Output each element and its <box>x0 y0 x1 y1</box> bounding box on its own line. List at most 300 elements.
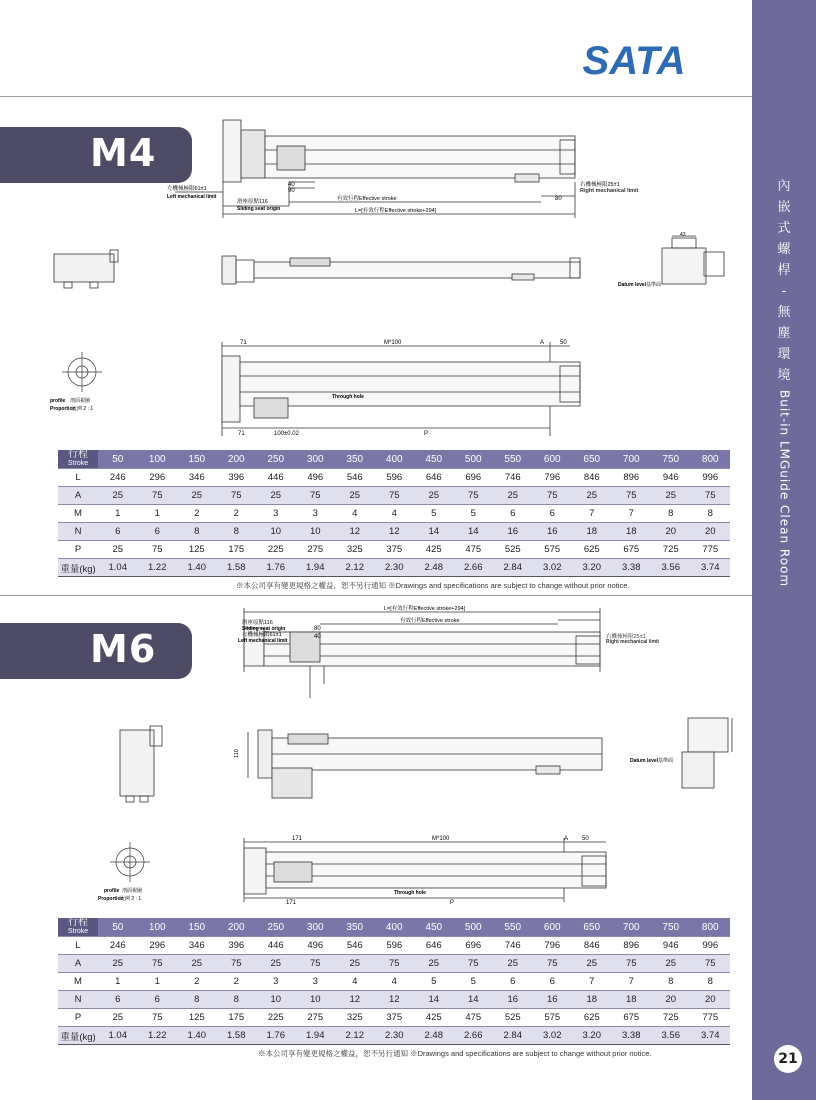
table-row-p <box>58 541 730 559</box>
table-cell: 846 <box>572 937 612 955</box>
stroke-cell: 100 <box>138 450 178 469</box>
profile-label-cjk: 剖面視圖 <box>70 398 91 404</box>
slide-origin-label: 滑座原點116 <box>237 199 268 205</box>
table-cell: 16 <box>533 991 573 1009</box>
table-cell: 225 <box>256 541 296 559</box>
table-cell: 346 <box>177 469 217 487</box>
stroke-cell: 400 <box>375 918 415 937</box>
table-cell: 25 <box>98 1009 138 1027</box>
table-cell: 1.94 <box>296 559 336 577</box>
row-label: 重量(kg) <box>58 559 98 577</box>
sidebar-title-char: 環 <box>777 347 791 362</box>
table-cell: 575 <box>533 1009 573 1027</box>
right-limit-en: Right mechanical limit <box>606 639 660 645</box>
m6-profile-drawing <box>96 836 166 906</box>
end-dim: 43 <box>680 232 686 238</box>
table-cell: 25 <box>177 955 217 973</box>
table-cell: 125 <box>177 541 217 559</box>
dim-71b: 71 <box>238 431 245 437</box>
table-cell: 6 <box>138 523 178 541</box>
dim-50: 50 <box>560 340 567 346</box>
dim-171a: 171 <box>292 836 303 842</box>
table-cell: 75 <box>612 487 652 505</box>
table-cell: 1.40 <box>177 1027 217 1045</box>
table-cell: 1.22 <box>138 559 178 577</box>
table-cell: 25 <box>98 541 138 559</box>
table-row-l <box>58 937 730 955</box>
sidebar-title-char: 式 <box>777 221 791 236</box>
table-cell: 12 <box>335 991 375 1009</box>
table-cell: 1 <box>138 505 178 523</box>
effective-stroke-label: 有效行程Effective stroke <box>337 196 397 202</box>
dim-50: 50 <box>582 836 589 842</box>
table-cell: 25 <box>493 487 533 505</box>
stroke-cell: 500 <box>454 918 494 937</box>
table-cell: 746 <box>493 469 533 487</box>
table-cell: 75 <box>138 487 178 505</box>
stroke-cell: 600 <box>533 450 573 469</box>
table-cell: 2.30 <box>375 1027 415 1045</box>
table-cell: 25 <box>414 487 454 505</box>
table-cell: 946 <box>651 937 691 955</box>
datum-label-cjk: 基準面 <box>646 282 662 288</box>
table-cell: 6 <box>533 973 573 991</box>
table-cell: 14 <box>454 523 494 541</box>
m4-disclaimer: ※本公司享有變更規格之權益，恕不另行通知 ※Drawings and specifications are subject to change without prior notice. <box>236 581 630 590</box>
dim-80: 80 <box>314 626 321 632</box>
table-cell: 75 <box>612 955 652 973</box>
table-cell: 475 <box>454 541 494 559</box>
table-cell: 375 <box>375 541 415 559</box>
effective-stroke-label: 有效行程Effective stroke <box>400 618 460 624</box>
table-cell: 2.12 <box>335 559 375 577</box>
table-cell: 2.66 <box>454 559 494 577</box>
total-length-label: L=[有效行程Effective stroke+294] <box>355 208 437 214</box>
table-cell: 996 <box>691 937 731 955</box>
table-cell: 675 <box>612 1009 652 1027</box>
table-cell: 5 <box>414 973 454 991</box>
table-cell: 4 <box>375 973 415 991</box>
left-limit-en: Left mechanical limit <box>238 638 288 644</box>
table-cell: 3.74 <box>691 1027 731 1045</box>
table-cell: 1.94 <box>296 1027 336 1045</box>
table-cell: 2.84 <box>493 559 533 577</box>
table-cell: 2.84 <box>493 1027 533 1045</box>
table-cell: 75 <box>691 955 731 973</box>
table-cell: 496 <box>296 937 336 955</box>
table-cell: 3 <box>256 973 296 991</box>
table-row-a <box>58 955 730 973</box>
row-label: A <box>58 487 98 505</box>
table-cell: 625 <box>572 1009 612 1027</box>
table-cell: 4 <box>335 505 375 523</box>
row-label: N <box>58 991 98 1009</box>
table-cell: 275 <box>296 541 336 559</box>
table-cell: 16 <box>493 523 533 541</box>
table-cell: 14 <box>414 991 454 1009</box>
table-cell: 25 <box>572 955 612 973</box>
table-cell: 1 <box>98 973 138 991</box>
table-cell: 25 <box>335 955 375 973</box>
table-cell: 8 <box>651 505 691 523</box>
table-cell: 6 <box>98 523 138 541</box>
table-cell: 3.38 <box>612 1027 652 1045</box>
table-cell: 18 <box>572 523 612 541</box>
table-cell: 75 <box>138 1009 178 1027</box>
table-cell: 10 <box>256 523 296 541</box>
table-cell: 25 <box>572 487 612 505</box>
table-cell: 14 <box>414 523 454 541</box>
stroke-cell: 150 <box>177 918 217 937</box>
table-row-a <box>58 487 730 505</box>
table-cell: 5 <box>454 505 494 523</box>
profile-label-cjk: 剖面視圖 <box>122 888 143 894</box>
m6-disclaimer: ※本公司享有變更規格之權益，恕不另行通知 ※Drawings and specifications are subject to change without prior notice. <box>258 1049 652 1058</box>
table-cell: 25 <box>256 955 296 973</box>
table-cell: 20 <box>651 523 691 541</box>
slide-origin-en: Sliding seat origin <box>237 206 281 212</box>
slide-origin-label: 滑座原點116 <box>242 620 273 626</box>
m4-bottom-view-drawing <box>200 336 610 440</box>
stroke-header-en: Stroke <box>67 928 89 935</box>
logo-text: SATA <box>582 39 686 83</box>
table-cell: 8 <box>177 991 217 1009</box>
total-length-label: L=[有效行程Effective stroke+294] <box>384 606 466 612</box>
table-cell: 296 <box>138 469 178 487</box>
left-limit-label: 左機械極限61±1 <box>167 186 207 192</box>
table-cell: 446 <box>256 937 296 955</box>
table-cell: 10 <box>256 991 296 1009</box>
table-cell: 396 <box>217 937 257 955</box>
table-cell: 25 <box>335 487 375 505</box>
table-cell: 7 <box>612 973 652 991</box>
table-cell: 20 <box>691 991 731 1009</box>
table-cell: 75 <box>217 487 257 505</box>
table-cell: 646 <box>414 937 454 955</box>
stroke-cell: 450 <box>414 918 454 937</box>
row-label: 重量(kg) <box>58 1027 98 1045</box>
table-cell: 4 <box>375 505 415 523</box>
stroke-cell: 750 <box>651 450 691 469</box>
table-cell: 1.76 <box>256 559 296 577</box>
m4-side-view-drawing <box>50 246 590 292</box>
table-cell: 6 <box>493 505 533 523</box>
table-cell: 75 <box>217 955 257 973</box>
table-cell: 75 <box>454 955 494 973</box>
table-cell: 3.20 <box>572 559 612 577</box>
stroke-cell: 600 <box>533 918 573 937</box>
m6-side-view-drawing <box>110 712 610 812</box>
table-row-m <box>58 505 730 523</box>
table-cell: 325 <box>335 1009 375 1027</box>
table-cell: 4 <box>335 973 375 991</box>
table-row-n <box>58 991 730 1009</box>
through-hole-label: Through hole <box>332 394 364 400</box>
table-cell: 6 <box>533 505 573 523</box>
dim-40: 40 <box>314 634 321 640</box>
stroke-header-cjk: 行程 <box>68 917 88 928</box>
table-cell: 75 <box>533 955 573 973</box>
table-cell: 996 <box>691 469 731 487</box>
dim-p: P <box>450 900 455 906</box>
sidebar-title-char: - <box>781 284 787 299</box>
m6-spec-table <box>58 918 730 1045</box>
table-cell: 1.04 <box>98 1027 138 1045</box>
table-cell: 1 <box>98 505 138 523</box>
table-cell: 75 <box>138 955 178 973</box>
m4-spec-table <box>58 450 730 577</box>
right-limit-label: 右機械極限25±1 <box>580 182 620 188</box>
m6-bottom-view-drawing <box>236 832 626 904</box>
table-cell: 1.58 <box>217 1027 257 1045</box>
table-cell: 16 <box>493 991 533 1009</box>
dim-40: 40 <box>288 182 295 188</box>
table-cell: 3 <box>296 973 336 991</box>
table-cell: 25 <box>493 955 533 973</box>
stroke-cell: 300 <box>296 918 336 937</box>
table-cell: 2 <box>177 973 217 991</box>
right-limit-en: Right mechanical limit <box>580 188 639 194</box>
datum-label: Datum level <box>630 758 659 764</box>
dim-110: 110 <box>234 749 240 758</box>
stroke-cell: 650 <box>572 918 612 937</box>
dim-p: P <box>424 431 429 437</box>
dim-90: 90 <box>288 188 295 194</box>
table-cell: 3.20 <box>572 1027 612 1045</box>
table-cell: 125 <box>177 1009 217 1027</box>
table-row-m <box>58 973 730 991</box>
table-cell: 20 <box>651 991 691 1009</box>
table-header-row <box>58 450 730 469</box>
stroke-cell: 450 <box>414 450 454 469</box>
row-label: L <box>58 469 98 487</box>
proportion-label: Proportion <box>98 896 124 902</box>
sidebar-title-char: 塵 <box>777 326 791 341</box>
dim-m100: M*100 <box>432 836 450 842</box>
table-cell: 12 <box>375 523 415 541</box>
dim-171b: 171 <box>286 900 297 906</box>
m6-top-view-drawing <box>224 602 604 708</box>
stroke-cell: 50 <box>98 450 138 469</box>
row-label: N <box>58 523 98 541</box>
table-cell: 896 <box>612 469 652 487</box>
stroke-header <box>58 450 98 469</box>
table-cell: 3.02 <box>533 1027 573 1045</box>
table-cell: 296 <box>138 937 178 955</box>
table-cell: 596 <box>375 469 415 487</box>
sidebar-title-char: 內 <box>777 179 791 194</box>
table-cell: 325 <box>335 541 375 559</box>
table-cell: 946 <box>651 469 691 487</box>
profile-label: profile <box>50 398 66 404</box>
sidebar-title <box>766 176 802 587</box>
sidebar-title-char: 境 <box>777 368 791 383</box>
table-cell: 246 <box>98 937 138 955</box>
table-cell: 12 <box>335 523 375 541</box>
table-cell: 546 <box>335 937 375 955</box>
table-cell: 6 <box>98 991 138 1009</box>
table-cell: 725 <box>651 1009 691 1027</box>
slide-origin-en: Sliding seat origin <box>242 626 286 632</box>
dim-a: A <box>540 340 545 346</box>
table-cell: 6 <box>138 991 178 1009</box>
table-cell: 2.12 <box>335 1027 375 1045</box>
table-cell: 25 <box>414 955 454 973</box>
stroke-cell: 800 <box>691 918 731 937</box>
table-cell: 225 <box>256 1009 296 1027</box>
table-cell: 246 <box>98 469 138 487</box>
table-cell: 1.76 <box>256 1027 296 1045</box>
stroke-cell: 700 <box>612 450 652 469</box>
table-cell: 3.56 <box>651 559 691 577</box>
table-cell: 10 <box>296 991 336 1009</box>
profile-label: profile <box>104 888 120 894</box>
stroke-cell: 250 <box>256 450 296 469</box>
table-cell: 3.74 <box>691 559 731 577</box>
datum-label: Datum level <box>618 282 647 288</box>
table-cell: 596 <box>375 937 415 955</box>
table-cell: 1.22 <box>138 1027 178 1045</box>
table-cell: 75 <box>454 487 494 505</box>
table-cell: 7 <box>612 505 652 523</box>
table-cell: 10 <box>296 523 336 541</box>
table-cell: 8 <box>651 973 691 991</box>
table-cell: 175 <box>217 541 257 559</box>
stroke-cell: 250 <box>256 918 296 937</box>
stroke-cell: 350 <box>335 450 375 469</box>
sata-logo <box>576 39 692 83</box>
table-cell: 8 <box>691 973 731 991</box>
table-cell: 6 <box>493 973 533 991</box>
table-cell: 446 <box>256 469 296 487</box>
table-cell: 25 <box>98 955 138 973</box>
left-limit-label: 左機械極限61±1 <box>242 632 282 638</box>
table-cell: 3 <box>256 505 296 523</box>
stroke-cell: 200 <box>217 450 257 469</box>
table-cell: 525 <box>493 541 533 559</box>
table-cell: 18 <box>612 991 652 1009</box>
table-cell: 1.04 <box>98 559 138 577</box>
table-cell: 25 <box>651 955 691 973</box>
table-cell: 16 <box>533 523 573 541</box>
table-cell: 75 <box>296 487 336 505</box>
table-cell: 175 <box>217 1009 257 1027</box>
table-cell: 8 <box>691 505 731 523</box>
table-cell: 546 <box>335 469 375 487</box>
m6-end-view-drawing <box>628 712 752 796</box>
dim-m100: M*100 <box>384 340 402 346</box>
table-cell: 5 <box>454 973 494 991</box>
table-cell: 275 <box>296 1009 336 1027</box>
table-cell: 675 <box>612 541 652 559</box>
table-cell: 696 <box>454 937 494 955</box>
table-cell: 18 <box>612 523 652 541</box>
model-label: M6 <box>90 627 157 671</box>
table-cell: 75 <box>375 955 415 973</box>
proportion-label: Proportion <box>50 406 76 412</box>
row-label: P <box>58 541 98 559</box>
table-cell: 8 <box>177 523 217 541</box>
sidebar-title-char: 螺 <box>777 242 791 257</box>
model-label: M4 <box>90 131 157 175</box>
table-cell: 3 <box>296 505 336 523</box>
m4-end-view-drawing <box>616 232 752 294</box>
table-cell: 346 <box>177 937 217 955</box>
table-header-row <box>58 918 730 937</box>
through-hole-label: Through hole <box>394 890 426 896</box>
sidebar-title-char: 桿 <box>777 263 791 278</box>
stroke-header <box>58 918 98 937</box>
table-cell: 5 <box>414 505 454 523</box>
m4-profile-drawing <box>48 340 118 416</box>
stroke-cell: 700 <box>612 918 652 937</box>
table-cell: 796 <box>533 937 573 955</box>
table-cell: 1.58 <box>217 559 257 577</box>
table-cell: 25 <box>98 487 138 505</box>
proportion-label-cjk: 比例 2 : 1 <box>120 896 142 902</box>
dim-71a: 71 <box>240 340 247 346</box>
page-number: 21 <box>774 1045 802 1073</box>
stroke-cell: 800 <box>691 450 731 469</box>
stroke-cell: 50 <box>98 918 138 937</box>
stroke-cell: 650 <box>572 450 612 469</box>
row-label: M <box>58 505 98 523</box>
table-row-weight <box>58 559 730 577</box>
table-cell: 775 <box>691 541 731 559</box>
row-label: M <box>58 973 98 991</box>
table-cell: 25 <box>651 487 691 505</box>
stroke-cell: 400 <box>375 450 415 469</box>
table-cell: 846 <box>572 469 612 487</box>
sidebar <box>752 0 816 1100</box>
table-cell: 75 <box>691 487 731 505</box>
table-cell: 496 <box>296 469 336 487</box>
table-cell: 75 <box>533 487 573 505</box>
stroke-cell: 300 <box>296 450 336 469</box>
table-cell: 2 <box>177 505 217 523</box>
table-cell: 12 <box>375 991 415 1009</box>
stroke-header-cjk: 行程 <box>68 449 88 460</box>
table-cell: 3.56 <box>651 1027 691 1045</box>
row-label: P <box>58 1009 98 1027</box>
stroke-cell: 550 <box>493 918 533 937</box>
table-cell: 396 <box>217 469 257 487</box>
table-cell: 646 <box>414 469 454 487</box>
model-tab-m6 <box>0 623 192 679</box>
datum-label-cjk: 基準面 <box>658 758 674 764</box>
table-cell: 625 <box>572 541 612 559</box>
table-cell: 1.40 <box>177 559 217 577</box>
table-row-p <box>58 1009 730 1027</box>
table-cell: 375 <box>375 1009 415 1027</box>
table-cell: 25 <box>256 487 296 505</box>
stroke-header-en: Stroke <box>67 460 89 467</box>
table-cell: 796 <box>533 469 573 487</box>
stroke-cell: 100 <box>138 918 178 937</box>
table-cell: 3.38 <box>612 559 652 577</box>
table-cell: 725 <box>651 541 691 559</box>
table-cell: 896 <box>612 937 652 955</box>
table-cell: 475 <box>454 1009 494 1027</box>
table-cell: 425 <box>414 1009 454 1027</box>
table-cell: 8 <box>217 991 257 1009</box>
table-cell: 525 <box>493 1009 533 1027</box>
table-cell: 2.66 <box>454 1027 494 1045</box>
table-cell: 8 <box>217 523 257 541</box>
table-row-weight <box>58 1027 730 1045</box>
dim-a: A <box>564 836 569 842</box>
table-cell: 75 <box>138 541 178 559</box>
